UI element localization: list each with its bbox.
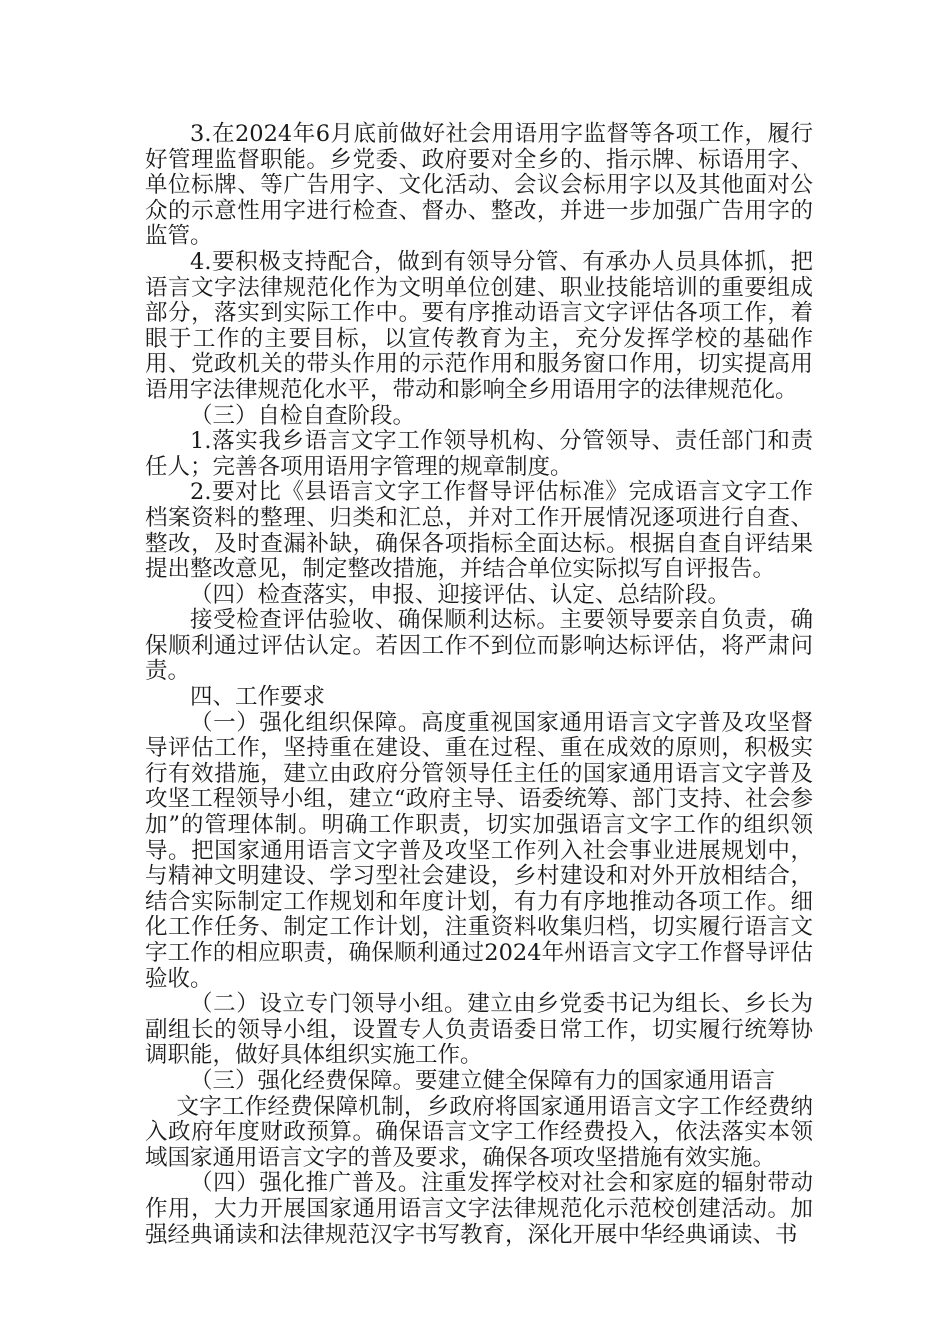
paragraph-item-4: 4.要积极支持配合，做到有领导分管、有承办人员具体抓，把语言文字法律规范化作为文明单位创建、职业技能培训的重要组成部分，落实到实际工作中。要有序推动语言文字评估各项工作，着眼于工作的主要目标，以宣传教育为主，充分发挥学校的基础作用、党政机关的带头作用的示范作用和服务窗口作用，切实提高用语用字法律规范化水平，带动和影响全乡用语用字的法律规范化。 [145,248,813,403]
paragraph-requirement-3-continued: 文字工作经费保障机制，乡政府将国家通用语言文字工作经费纳入政府年度财政预算。确保语言文字工作经费投入，依法落实本领域国家通用语言文字的普及要求，确保各项攻坚措施有效实施。 [145,1093,813,1171]
paragraph-requirement-2: （二）设立专门领导小组。建立由乡党委书记为组长、乡长为副组长的领导小组，设置专人负责语委日常工作，切实履行统筹协调职能，做好具体组织实施工作。 [145,991,813,1069]
paragraph-self-check-2: 2.要对比《县语言文字工作督导评估标准》完成语言文字工作档案资料的整理、归类和汇总，并对工作开展情况逐项进行自查、整改，及时查漏补缺，确保各项指标全面达标。根据自查自评结果提出整改意见，制定整改措施，并结合单位实际拟写自评报告。 [145,479,813,583]
document-body [145,122,813,1248]
paragraph-inspection: 接受检查评估验收、确保顺利达标。主要领导要亲自负责，确保顺利通过评估认定。若因工作不到位而影响达标评估，将严肃问责。 [145,607,813,685]
section-heading-inspection: （四）检查落实，申报、迎接评估、认定、总结阶段。 [190,581,731,608]
paragraph-requirement-1: （一）强化组织保障。高度重视国家通用语言文字普及攻坚督导评估工作，坚持重在建设、重在过程、重在成效的原则，积极实行有效措施，建立由政府分管领导任主任的国家通用语言文字普及攻坚工程领导小组，建立“政府主导、语委统筹、部门支持、社会参加”的管理体制。明确工作职责，切实加强语言文字工作的组织领导。把国家通用语言文字普及攻坚工作列入社会事业进展规划中，与精神文明建设、学习型社会建设，乡村建设和对外开放相结合，结合实际制定工作规划和年度计划，有力有序地推动各项工作。细化工作任务、制定工作计划，注重资料收集归档，切实履行语言文字工作的相应职责，确保顺利通过2024年州语言文字工作督导评估验收。 [145,709,813,992]
section-heading-requirements: 四、工作要求 [190,684,326,711]
paragraph-requirement-3: （三）强化经费保障。要建立健全保障有力的国家通用语言 [190,1067,776,1094]
paragraph-item-3: 3.在2024年6月底前做好社会用语用字监督等各项工作，履行好管理监督职能。乡党委、政府要对全乡的、指示牌、标语用字、单位标牌、等广告用字、文化活动、会议会标用字以及其他面对公众的示意性用字进行检查、督办、整改，并进一步加强广告用字的监管。 [145,121,813,250]
paragraph-requirement-4: （四）强化推广普及。注重发挥学校对社会和家庭的辐射带动作用，大力开展国家通用语言文字法律规范化示范校创建活动。加强经典诵读和法律规范汉字书写教育，深化开展中华经典诵读、书 [145,1170,813,1248]
section-heading-self-check: （三）自检自查阶段。 [190,402,416,429]
paragraph-self-check-1: 1.落实我乡语言文字工作领导机构、分管领导、责任部门和责任人；完善各项用语用字管理的规章制度。 [145,428,813,480]
